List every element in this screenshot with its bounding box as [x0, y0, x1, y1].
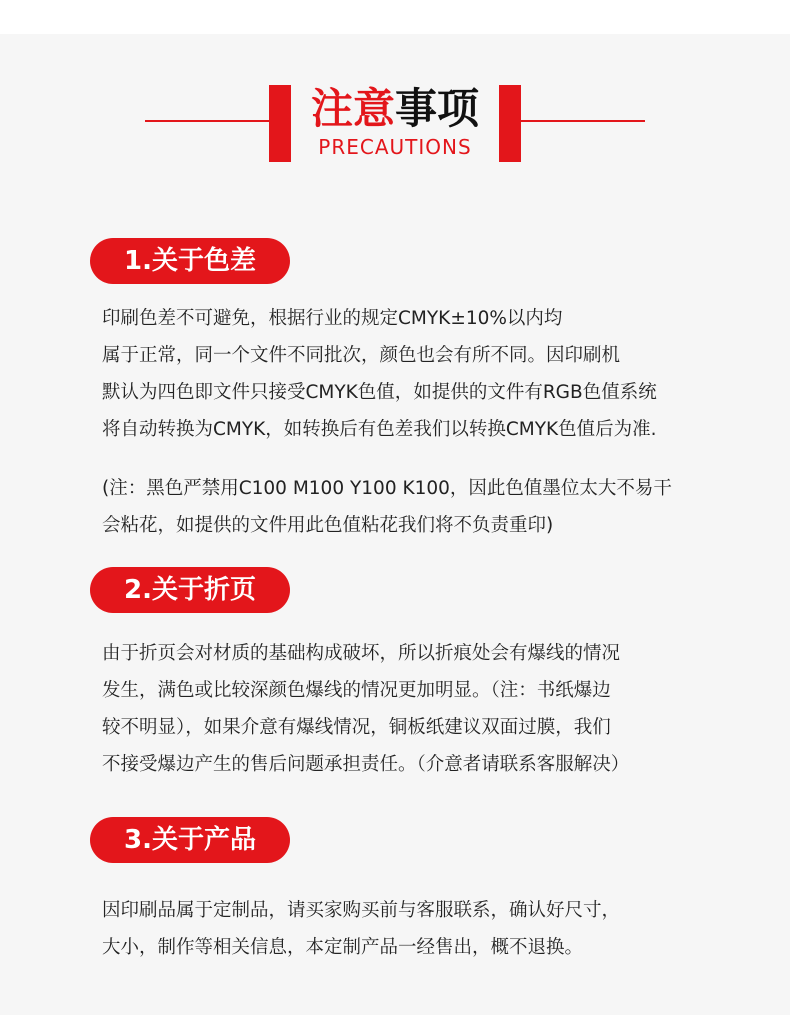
header-divider-right: [521, 120, 645, 122]
section-1-note: [102, 470, 762, 544]
section-label-product: 3.关于产品: [90, 817, 290, 863]
text-line: 因印刷品属于定制品，请买家购买前与客服联系，确认好尺寸，: [102, 900, 621, 921]
text-line: 大小，制作等相关信息，本定制产品一经售出，概不退换。: [102, 937, 584, 958]
section-2-paragraph: [102, 635, 762, 783]
text-line: 不接受爆边产生的售后问题承担责任。（介意者请联系客服解决）: [102, 754, 630, 775]
header-accent-bar-right: [499, 85, 521, 162]
header-divider-left: [145, 120, 269, 122]
section-1-paragraph-1: [102, 300, 762, 448]
section-label-color-difference: 1.关于色差: [90, 238, 290, 284]
text-line: 会粘花，如提供的文件用此色值粘花我们将不负责重印): [102, 515, 554, 536]
page-title-red: 注意: [310, 84, 395, 133]
text-line: 较不明显），如果介意有爆线情况，铜板纸建议双面过膜，我们: [102, 717, 611, 738]
text-line: 由于折页会对材质的基础构成破坏，所以折痕处会有爆线的情况: [102, 643, 621, 664]
text-line: 将自动转换为CMYK，如转换后有色差我们以转换CMYK色值后为准.: [102, 419, 657, 440]
text-line: 发生，满色或比较深颜色爆线的情况更加明显。（注：书纸爆边: [102, 680, 611, 701]
section-3-paragraph: [102, 892, 762, 966]
page-subtitle: PRECAUTIONS: [318, 135, 472, 159]
text-line: 印刷色差不可避免，根据行业的规定CMYK±10%以内均: [102, 308, 563, 329]
text-line: (注：黑色严禁用C100 M100 Y100 K100，因此色值墨位太大不易干: [102, 478, 672, 499]
page-title: [291, 84, 499, 134]
page-title-black: 事项: [395, 84, 480, 133]
header-accent-bar-left: [269, 85, 291, 162]
text-line: 属于正常，同一个文件不同批次，颜色也会有所不同。因印刷机: [102, 345, 621, 366]
section-label-folding: 2.关于折页: [90, 567, 290, 613]
text-line: 默认为四色即文件只接受CMYK色值，如提供的文件有RGB色值系统: [102, 382, 657, 403]
